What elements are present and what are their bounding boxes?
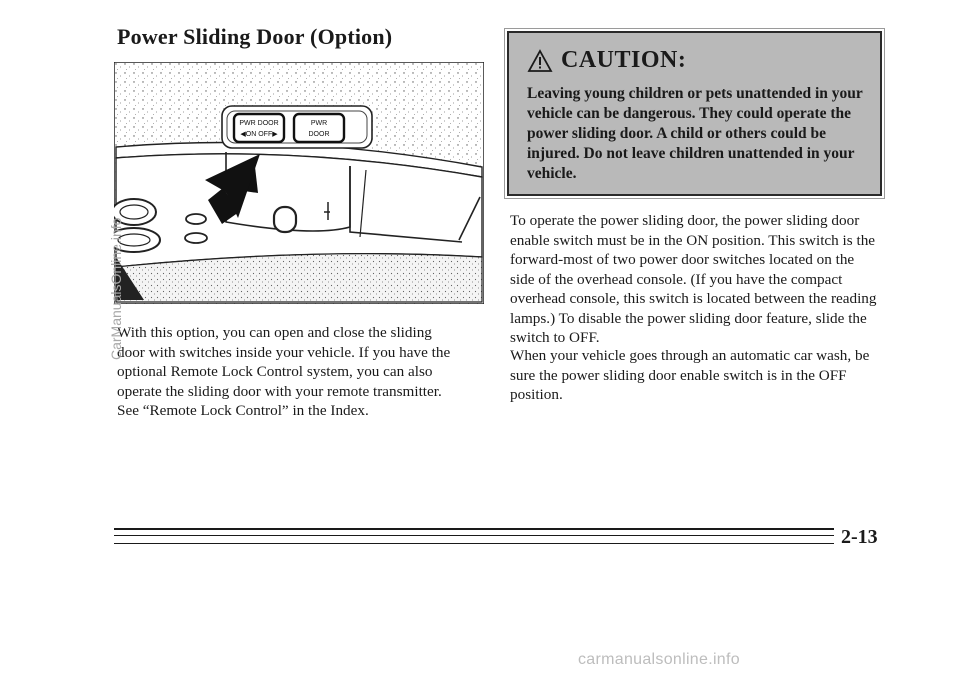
operation-paragraph: To operate the power sliding door, the power sliding door enable switch must be in the ON position. This switch is the forward-most of two power door switches located on the side of the overhead console. (If you have the compact overhead console, this switch is located between the reading lamps.) To disable the power sliding door feature, slide the switch to OFF. (510, 212, 877, 346)
intro-paragraph: With this option, you can open and close the sliding door with switches inside your vehicle. If you have the optional Remote Lock Control system, you can also operate the sliding door with your remote transmitter. See “Remote Lock Control” in the Index. (117, 324, 451, 419)
warning-triangle-icon (527, 49, 553, 73)
overhead-console-illustration (114, 62, 484, 304)
footer-rule-thin (114, 535, 834, 536)
caution-box (507, 31, 882, 196)
switch-left-label-top: PWR DOOR (239, 120, 279, 127)
page-number: 2-13 (841, 526, 878, 548)
footer-watermark[interactable]: carmanualsonline.info (578, 651, 740, 668)
gutter-watermark (108, 160, 132, 360)
footer-rule-bottom (114, 543, 834, 544)
footer-rule-thick (114, 528, 834, 530)
switch-left-label-bottom: ◀ON OFF▶ (240, 131, 278, 138)
switch-right-label-bottom: DOOR (308, 131, 330, 138)
page-title: Power Sliding Door (Option) (117, 24, 393, 49)
caution-heading: CAUTION: (561, 47, 687, 73)
caution-text: Leaving young children or pets unattended in your vehicle can be dangerous. They could operate the power sliding door. A child or others could be injured. Do not leave children unattended in your vehicle. (527, 85, 863, 182)
car-wash-paragraph: When your vehicle goes through an automatic car wash, be sure the power sliding door enable switch is in the OFF position. (510, 347, 870, 403)
switch-right-label-top: PWR (310, 120, 328, 127)
gutter-watermark-text: CarManualsOnline.info (108, 217, 124, 360)
